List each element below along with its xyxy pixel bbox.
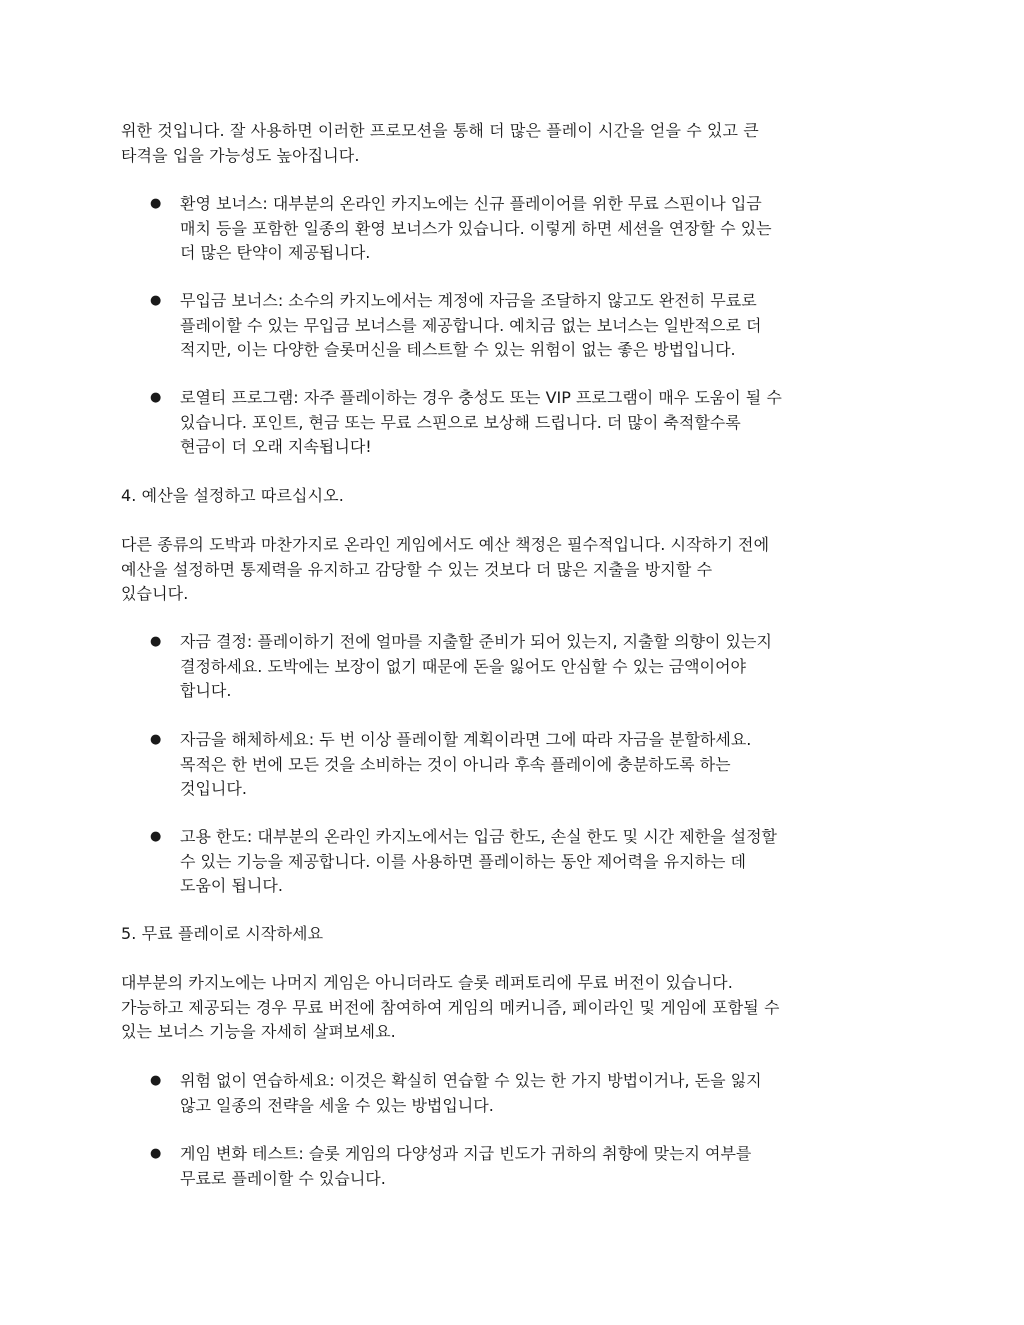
- text-line: 결정하세요. 도박에는 보장이 없기 때문에 돈을 잃어도 안심할 수 있는 금액이어야: [180, 656, 746, 676]
- bullet-loyalty-program: [150, 386, 910, 460]
- text-line: 위한 것입니다. 잘 사용하면 이러한 프로모션을 통해 더 많은 플레이 시간을 얻을 수 있고 큰: [121, 121, 759, 140]
- text-line: 타격을 입을 가능성도 높아집니다.: [121, 145, 360, 165]
- bullet-practice: [150, 1069, 910, 1118]
- text-line: 가능하고 제공되는 경우 무료 버전에 참여하여 게임의 메커니즘, 페이라인 및 게임에 포함될 수: [121, 997, 780, 1017]
- free-play-paragraph: [121, 971, 921, 1045]
- heading-text: 5. 무료 플레이로 시작하세요: [121, 924, 324, 943]
- bullet-icon: ●: [150, 1073, 162, 1088]
- text-line: 플레이할 수 있는 무입금 보너스를 제공합니다. 예치금 없는 보너스는 일반적으로 더: [180, 315, 762, 335]
- bullet-no-deposit-bonus: [150, 289, 910, 363]
- bullet-icon: ●: [150, 293, 162, 308]
- text-line: 도움이 됩니다.: [180, 876, 283, 895]
- section-heading-5: [121, 922, 921, 947]
- text-line: 적지만, 이는 다양한 슬롯머신을 테스트할 수 있는 위험이 없는 좋은 방법입니다.: [180, 340, 736, 359]
- text-line: 것입니다.: [180, 779, 247, 798]
- text-line: 로열티 프로그램: 자주 플레이하는 경우 충성도 또는 VIP 프로그램이 매우 도움이 될 수: [180, 388, 782, 407]
- text-line: 있습니다.: [121, 584, 189, 603]
- section-heading-4: [121, 484, 921, 509]
- text-line: 무료로 플레이할 수 있습니다.: [180, 1168, 386, 1188]
- bullet-icon: ●: [150, 732, 162, 747]
- text-line: 매치 등을 포함한 일종의 환영 보너스가 있습니다. 이렇게 하면 세션을 연장할 수 있는: [180, 218, 772, 238]
- text-line: 환영 보너스: 대부분의 온라인 카지노에는 신규 플레이어를 위한 무료 스핀이나 입금: [180, 194, 762, 213]
- text-line: 대부분의 카지노에는 나머지 게임은 아니더라도 슬롯 레퍼토리에 무료 버전이 있습니다.: [121, 973, 733, 992]
- bullet-limits: [150, 825, 910, 899]
- intro-paragraph: [121, 119, 921, 168]
- bullet-welcome-bonus: [150, 192, 910, 266]
- text-line: 위험 없이 연습하세요: 이것은 확실히 연습할 수 있는 한 가지 방법이거나, 돈을 잃지: [180, 1071, 762, 1090]
- text-line: 다른 종류의 도박과 마찬가지로 온라인 게임에서도 예산 책정은 필수적입니다. 시작하기 전에: [121, 535, 770, 554]
- bullet-icon: ●: [150, 1146, 162, 1161]
- text-line: 있습니다. 포인트, 현금 또는 무료 스핀으로 보상해 드립니다. 더 많이 축적할수록: [180, 412, 741, 432]
- bullet-icon: ●: [150, 634, 162, 649]
- text-line: 게임 변화 테스트: 슬롯 게임의 다양성과 지급 빈도가 귀하의 취향에 맞는지 여부를: [180, 1144, 752, 1163]
- text-line: 자금 결정: 플레이하기 전에 얼마를 지출할 준비가 되어 있는지, 지출할 의향이 있는지: [180, 632, 772, 651]
- text-line: 무입금 보너스: 소수의 카지노에서는 계정에 자금을 조달하지 않고도 완전히 무료로: [180, 291, 757, 310]
- bullet-split-funds: [150, 728, 910, 802]
- budget-paragraph: [121, 533, 921, 607]
- bullet-decide-funds: [150, 630, 910, 704]
- text-line: 합니다.: [180, 681, 232, 700]
- text-line: 현금이 더 오래 지속됩니다!: [180, 437, 372, 456]
- bullet-game-variety-test: [150, 1142, 910, 1191]
- bullet-icon: ●: [150, 829, 162, 844]
- text-line: 않고 일종의 전략을 세울 수 있는 방법입니다.: [180, 1095, 494, 1115]
- text-line: 더 많은 탄약이 제공됩니다.: [180, 243, 371, 262]
- text-line: 자금을 해체하세요: 두 번 이상 플레이할 계획이라면 그에 따라 자금을 분할하세요.: [180, 730, 752, 749]
- heading-text: 4. 예산을 설정하고 따르십시오.: [121, 486, 344, 505]
- text-line: 고용 한도: 대부분의 온라인 카지노에서는 입금 한도, 손실 한도 및 시간 제한을 설정할: [180, 827, 778, 846]
- text-line: 예산을 설정하면 통제력을 유지하고 감당할 수 있는 것보다 더 많은 지출을 방지할 수: [121, 559, 713, 579]
- text-line: 목적은 한 번에 모든 것을 소비하는 것이 아니라 후속 플레이에 충분하도록 하는: [180, 754, 731, 774]
- bullet-icon: ●: [150, 390, 162, 405]
- bullet-icon: ●: [150, 196, 162, 211]
- text-line: 수 있는 기능을 제공합니다. 이를 사용하면 플레이하는 동안 제어력을 유지하는 데: [180, 851, 746, 871]
- text-line: 있는 보너스 기능을 자세히 살펴보세요.: [121, 1022, 396, 1041]
